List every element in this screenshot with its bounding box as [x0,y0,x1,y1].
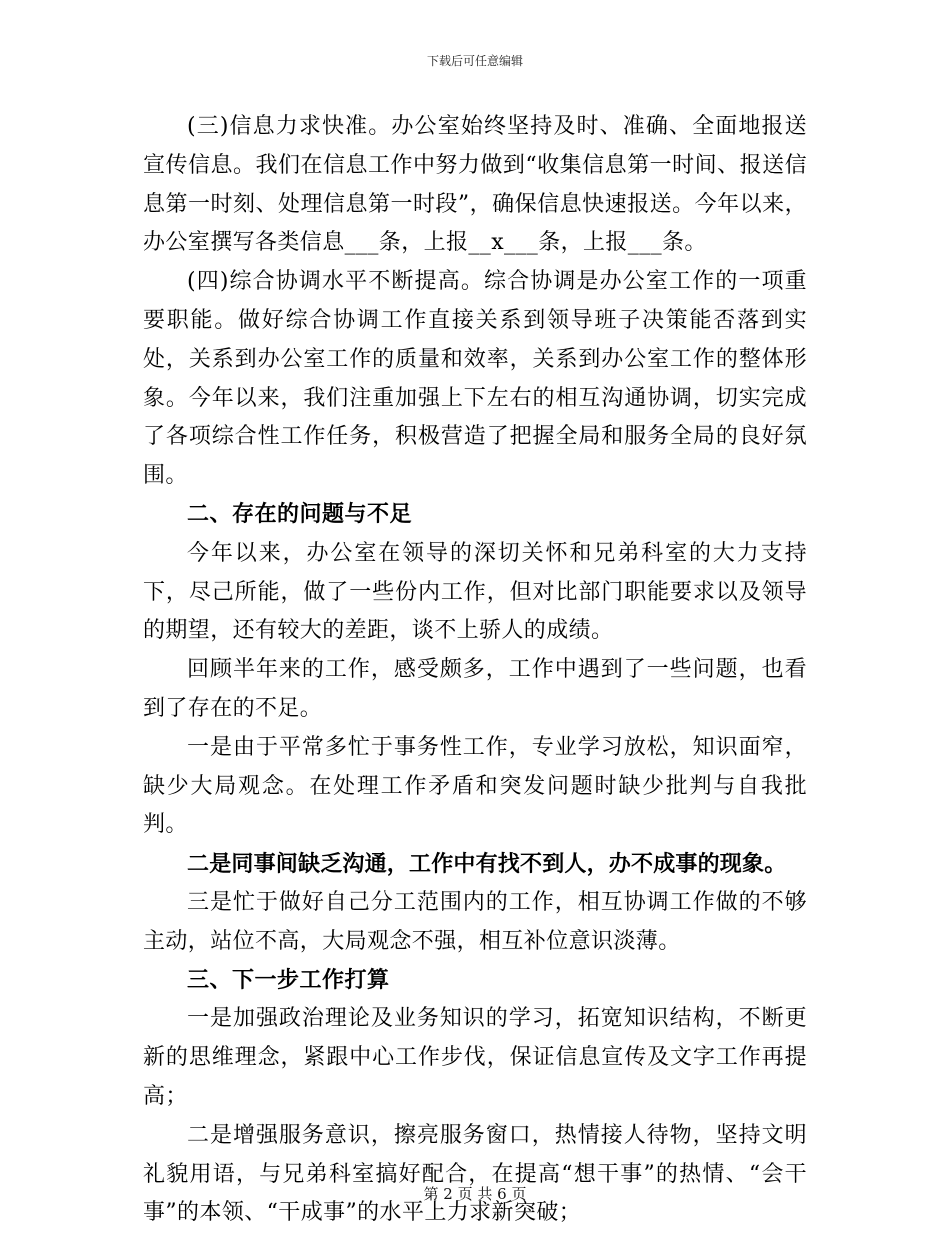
document-body [143,108,807,1233]
paragraph-problem-one: 一是由于平常多忙于事务性工作，专业学习放松，知识面窄，缺少大局观念。在处理工作矛盾和突发问题时缺少批判与自我批判。 [143,734,807,838]
section-heading-next-steps: 三、下一步工作打算 [187,967,390,993]
paragraph-problem-three: 三是忙于做好自己分工范围内的工作，相互协调工作做的不够主动，站位不高，大局观念不强，相互补位意识淡薄。 [143,889,807,954]
paragraph-problem-two: 二是同事间缺乏沟通，工作中有找不到人，办不成事的现象。 [187,851,787,878]
paragraph-info-speed: (三)信息力求快准。办公室始终坚持及时、准确、全面地报送宣传信息。我们在信息工作中努力做到“收集信息第一时间、报送信息第一时刻、处理信息第一时段”，确保信息快速报送。今年以来，办公室撰写各类信息___条，上报__x___条，上报___条。 [143,114,807,256]
paragraph-review: 回顾半年来的工作，感受颇多，工作中遇到了一些问题，也看到了存在的不足。 [143,657,807,721]
paragraph-plan-one: 一是加强政治理论及业务知识的学习，拓宽知识结构，不断更新的思维理念，紧跟中心工作步伐，保证信息宣传及文字工作再提高； [143,1006,807,1109]
paragraph-problems-intro: 今年以来，办公室在领导的深切关怀和兄弟科室的大力支持下，尽己所能，做了一些份内工作，但对比部门职能要求以及领导的期望，还有较大的差距，谈不上骄人的成绩。 [143,540,807,644]
paragraph-plan-two: 二是增强服务意识，擦亮服务窗口，热情接人待物，坚持文明礼貌用语，与兄弟科室搞好配合，在提高“想干事”的热情、“会干事”的本领、“干成事”的水平上力求新突破； [143,1122,807,1226]
page-number-footer: 第 2 页 共 6 页 [423,1185,527,1203]
section-heading-problems: 二、存在的问题与不足 [187,501,413,527]
paragraph-coordination: (四)综合协调水平不断提高。综合协调是办公室工作的一项重要职能。做好综合协调工作直接关系到领导班子决策能否落到实处，关系到办公室工作的质量和效率，关系到办公室工作的整体形象。今年以来，我们注重加强上下左右的相互沟通协调，切实完成了各项综合性工作任务，积极营造了把握全局和服务全局的良好氛围。 [143,269,807,489]
page-header-note: 下载后可任意编辑 [426,54,523,68]
